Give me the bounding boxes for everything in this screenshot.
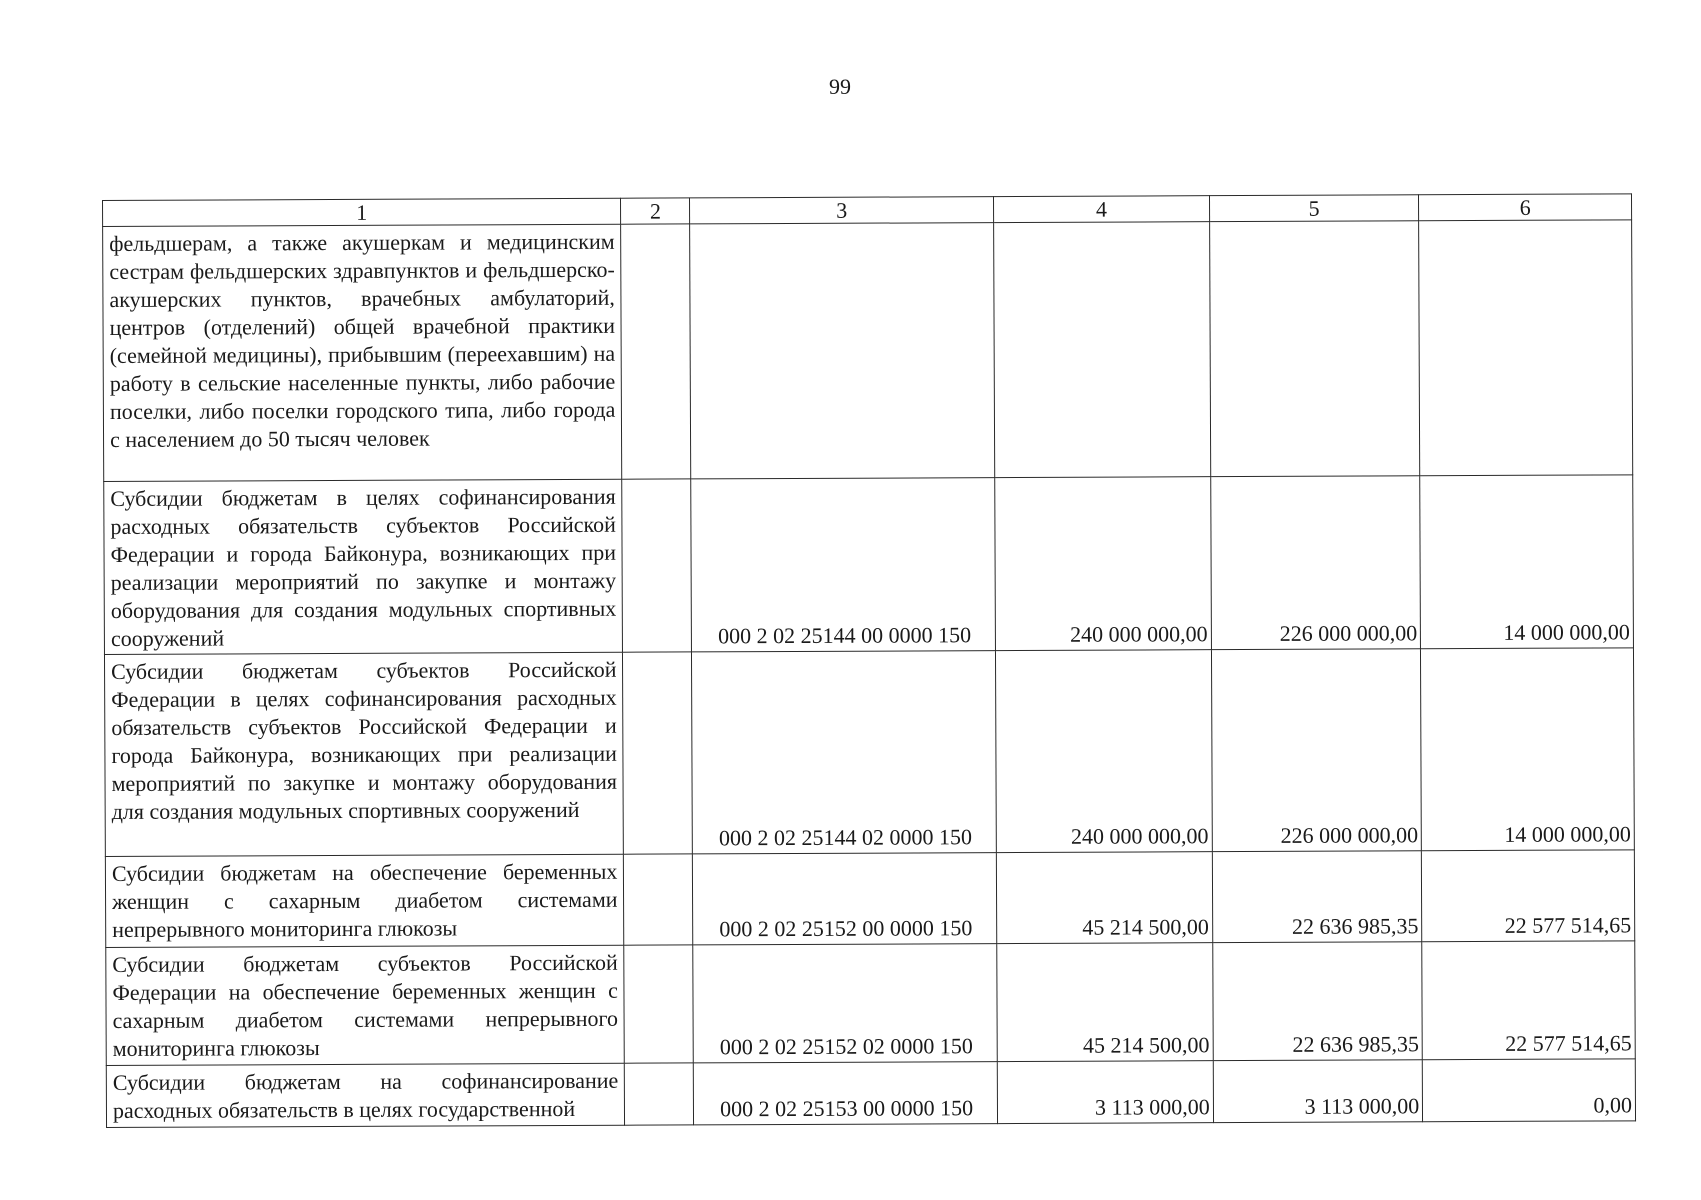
row-value-6 [1419,220,1633,476]
row-value-4: 240 000 000,00 [996,650,1213,853]
row-budget-code: 000 2 02 25144 00 0000 150 [691,478,996,652]
row-description: Субсидии бюджетам в целях софинансирования расходных обязательств субъектов Российской Федерации и города Байконура, возникающих при реализации мероприятий по закупке и монтажу оборудования для создания модульных спортивных сооружений [104,479,623,654]
row-description: Субсидии бюджетам на обеспечение беременных женщин с сахарным диабетом системами непрерывного мониторинга глюкозы [105,854,624,947]
column-header: 6 [1419,194,1632,221]
row-value-5: 22 636 985,35 [1212,851,1422,943]
row-budget-code: 000 2 02 25152 02 0000 150 [693,944,997,1063]
budget-table [102,193,1636,1128]
row-budget-code: 000 2 02 25153 00 0000 150 [694,1062,998,1125]
table-row [103,220,1633,482]
row-col2 [623,652,693,854]
row-description-text: Субсидии бюджетам на софинансирование расходных обязательств в целях государственной [112,1067,619,1123]
row-col2 [624,945,693,1063]
row-value-4: 45 214 500,00 [996,852,1212,944]
table-row [106,1059,1635,1128]
row-value-6: 0,00 [1423,1059,1636,1122]
row-budget-code [690,223,995,479]
row-value-6: 22 577 514,65 [1422,941,1635,1060]
table-row [105,850,1634,948]
row-description: Субсидии бюджетам субъектов Российской Федерации в целях софинансирования расходных обязательств субъектов Российской Федерации и города Байконура, возникающих при реализации мероприятий по закупке и монтажу оборудования для создания модульных спортивных сооружений [104,652,623,856]
row-budget-code: 000 2 02 25152 00 0000 150 [693,853,997,945]
row-col2 [621,224,691,479]
column-header: 4 [994,196,1210,223]
column-header: 5 [1209,195,1419,222]
row-description: Субсидии бюджетам субъектов Российской Федерации на обеспечение беременных женщин с сахарным диабетом системами непрерывного мониторинга глюкозы [106,945,625,1065]
row-value-4 [994,222,1211,478]
row-col2 [622,479,692,652]
table-row [106,941,1636,1066]
row-value-5: 22 636 985,35 [1212,942,1422,1061]
column-header: 3 [690,197,994,224]
column-header: 1 [103,198,622,226]
row-value-6: 14 000 000,00 [1420,475,1633,649]
row-col2 [625,1063,694,1125]
row-value-4: 3 113 000,00 [997,1061,1213,1124]
row-description: фельдшерам, а также акушеркам и медицинским сестрам фельдшерских здравпунктов и фельдшерско-акушерских пунктов, врачебных амбулаторий, центров (отделений) общей врачебной практики (семейной медицины), прибывшим (переехавшим) на работу в сельские населенные пункты, либо рабочие поселки, либо поселки городского типа, либо города с населением до 50 тысяч человек [103,224,623,481]
page-number: 99 [829,74,851,99]
row-description [106,1063,625,1127]
table-row [104,475,1634,655]
row-value-4: 45 214 500,00 [997,943,1213,1062]
row-value-5: 226 000 000,00 [1210,476,1420,650]
row-value-6: 22 577 514,65 [1422,850,1635,942]
row-value-5 [1209,221,1420,477]
row-value-5: 226 000 000,00 [1211,649,1421,852]
table-row [104,648,1634,857]
row-value-5: 3 113 000,00 [1213,1060,1423,1123]
row-value-6: 14 000 000,00 [1421,648,1635,851]
row-value-4: 240 000 000,00 [995,477,1211,651]
column-header: 2 [621,198,690,224]
row-budget-code: 000 2 02 25144 02 0000 150 [692,651,997,854]
row-col2 [624,854,693,945]
